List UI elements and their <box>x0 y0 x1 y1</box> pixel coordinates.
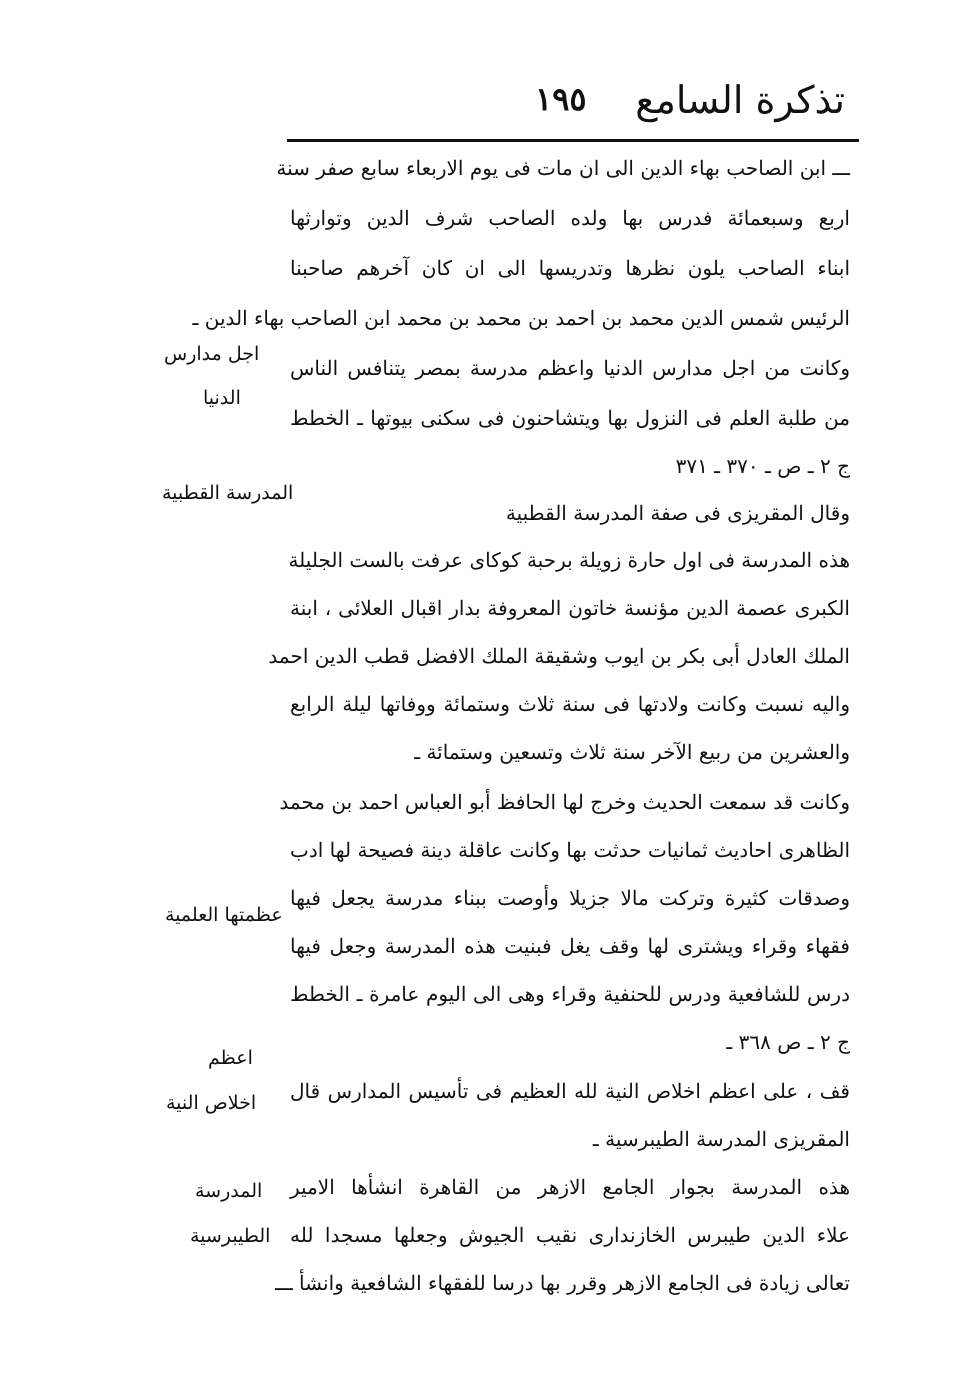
text-line: وصدقات كثيرة وتركت مالا جزيلا وأوصت ببناء مدرسة يجعل فيها <box>290 886 850 910</box>
text-line: هذه المدرسة فى اول حارة زويلة برحبة كوكاى عرفت بالست الجليلة <box>288 548 850 572</box>
text-line: فقهاء وقراء ويشترى لها وقف يغل فبنيت هذه المدرسة وجعل فيها <box>290 934 850 958</box>
text-line: وكانت قد سمعت الحديث وخرج لها الحافظ أبو العباس احمد بن محمد <box>279 790 850 814</box>
margin-note: اعظم <box>208 1047 253 1069</box>
text-line: ابناء الصاحب يلون نظرها وتدريسها الى ان كان آخرهم صاحبنا <box>290 256 850 280</box>
text-line: هذه المدرسة بجوار الجامع الازهر من القاهرة انشأها الامير <box>290 1175 850 1199</box>
margin-note: الدنيا <box>203 387 241 409</box>
text-line: ج ٢ ـ ص ٣٦٨ ـ <box>726 1030 850 1054</box>
text-line: الظاهرى احاديث ثمانيات حدثت بها وكانت عاقلة دينة فصيحة لها ادب <box>290 838 850 862</box>
text-line: ج ٢ ـ ص ـ ٣٧٠ ـ ٣٧١ <box>675 454 850 478</box>
page-number: ١٩٥ <box>535 80 587 118</box>
text-line: قف ، على اعظم اخلاص النية لله العظيم فى تأسيس المدارس قال <box>290 1079 850 1103</box>
text-line: اربع وسبعمائة فدرس بها ولده الصاحب شرف الدين وتوارثها <box>290 206 850 230</box>
text-line: والعشرين من ربيع الآخر سنة ثلاث وتسعين وستمائة ـ <box>414 740 850 764</box>
text-line: وكانت من اجل مدارس الدنيا واعظم مدرسة بمصر يتنافس الناس <box>290 356 850 380</box>
text-line: من طلبة العلم فى النزول بها ويتشاحنون فى سكنى بيوتها ـ الخطط <box>290 406 850 430</box>
margin-note: المدرسة القطبية <box>162 482 294 504</box>
text-line: الرئيس شمس الدين محمد بن احمد بن محمد بن محمد ابن الصاحب بهاء الدين ـ <box>192 306 850 330</box>
text-line: واليه نسبت وكانت ولادتها فى سنة ثلاث وستمائة ووفاتها ليلة الرابع <box>290 692 850 716</box>
text-line: تعالى زيادة فى الجامع الازهر وقرر بها درسا للفقهاء الشافعية وانشأ ـــ <box>275 1271 850 1295</box>
text-line: علاء الدين طيبرس الخازندارى نقيب الجيوش وجعلها مسجدا لله <box>290 1223 850 1247</box>
margin-note: المدرسة <box>195 1180 263 1202</box>
text-line: الملك العادل أبى بكر بن ايوب وشقيقة الملك الافضل قطب الدين احمد <box>268 644 850 668</box>
text-line: المقريزى المدرسة الطيبرسية ـ <box>592 1127 850 1151</box>
margin-note: عظمتها العلمية <box>165 904 283 926</box>
text-line: وقال المقريزى فى صفة المدرسة القطبية <box>505 501 850 525</box>
text-line: ـــ ابن الصاحب بهاء الدين الى ان مات فى يوم الاربعاء سابع صفر سنة <box>276 156 850 180</box>
margin-note: اجل مدارس <box>164 343 260 365</box>
margin-note: اخلاص النية <box>166 1092 257 1114</box>
text-line: الكبرى عصمة الدين مؤنسة خاتون المعروفة بدار اقبال العلائى ، ابنة <box>290 596 850 620</box>
text-line: درس للشافعية ودرس للحنفية وقراء وهى الى اليوم عامرة ـ الخطط <box>290 982 850 1006</box>
page-header <box>285 78 845 138</box>
margin-note: الطيبرسية <box>190 1225 271 1247</box>
header-rule <box>287 139 859 142</box>
book-title: تذكرة السامع <box>635 78 845 122</box>
